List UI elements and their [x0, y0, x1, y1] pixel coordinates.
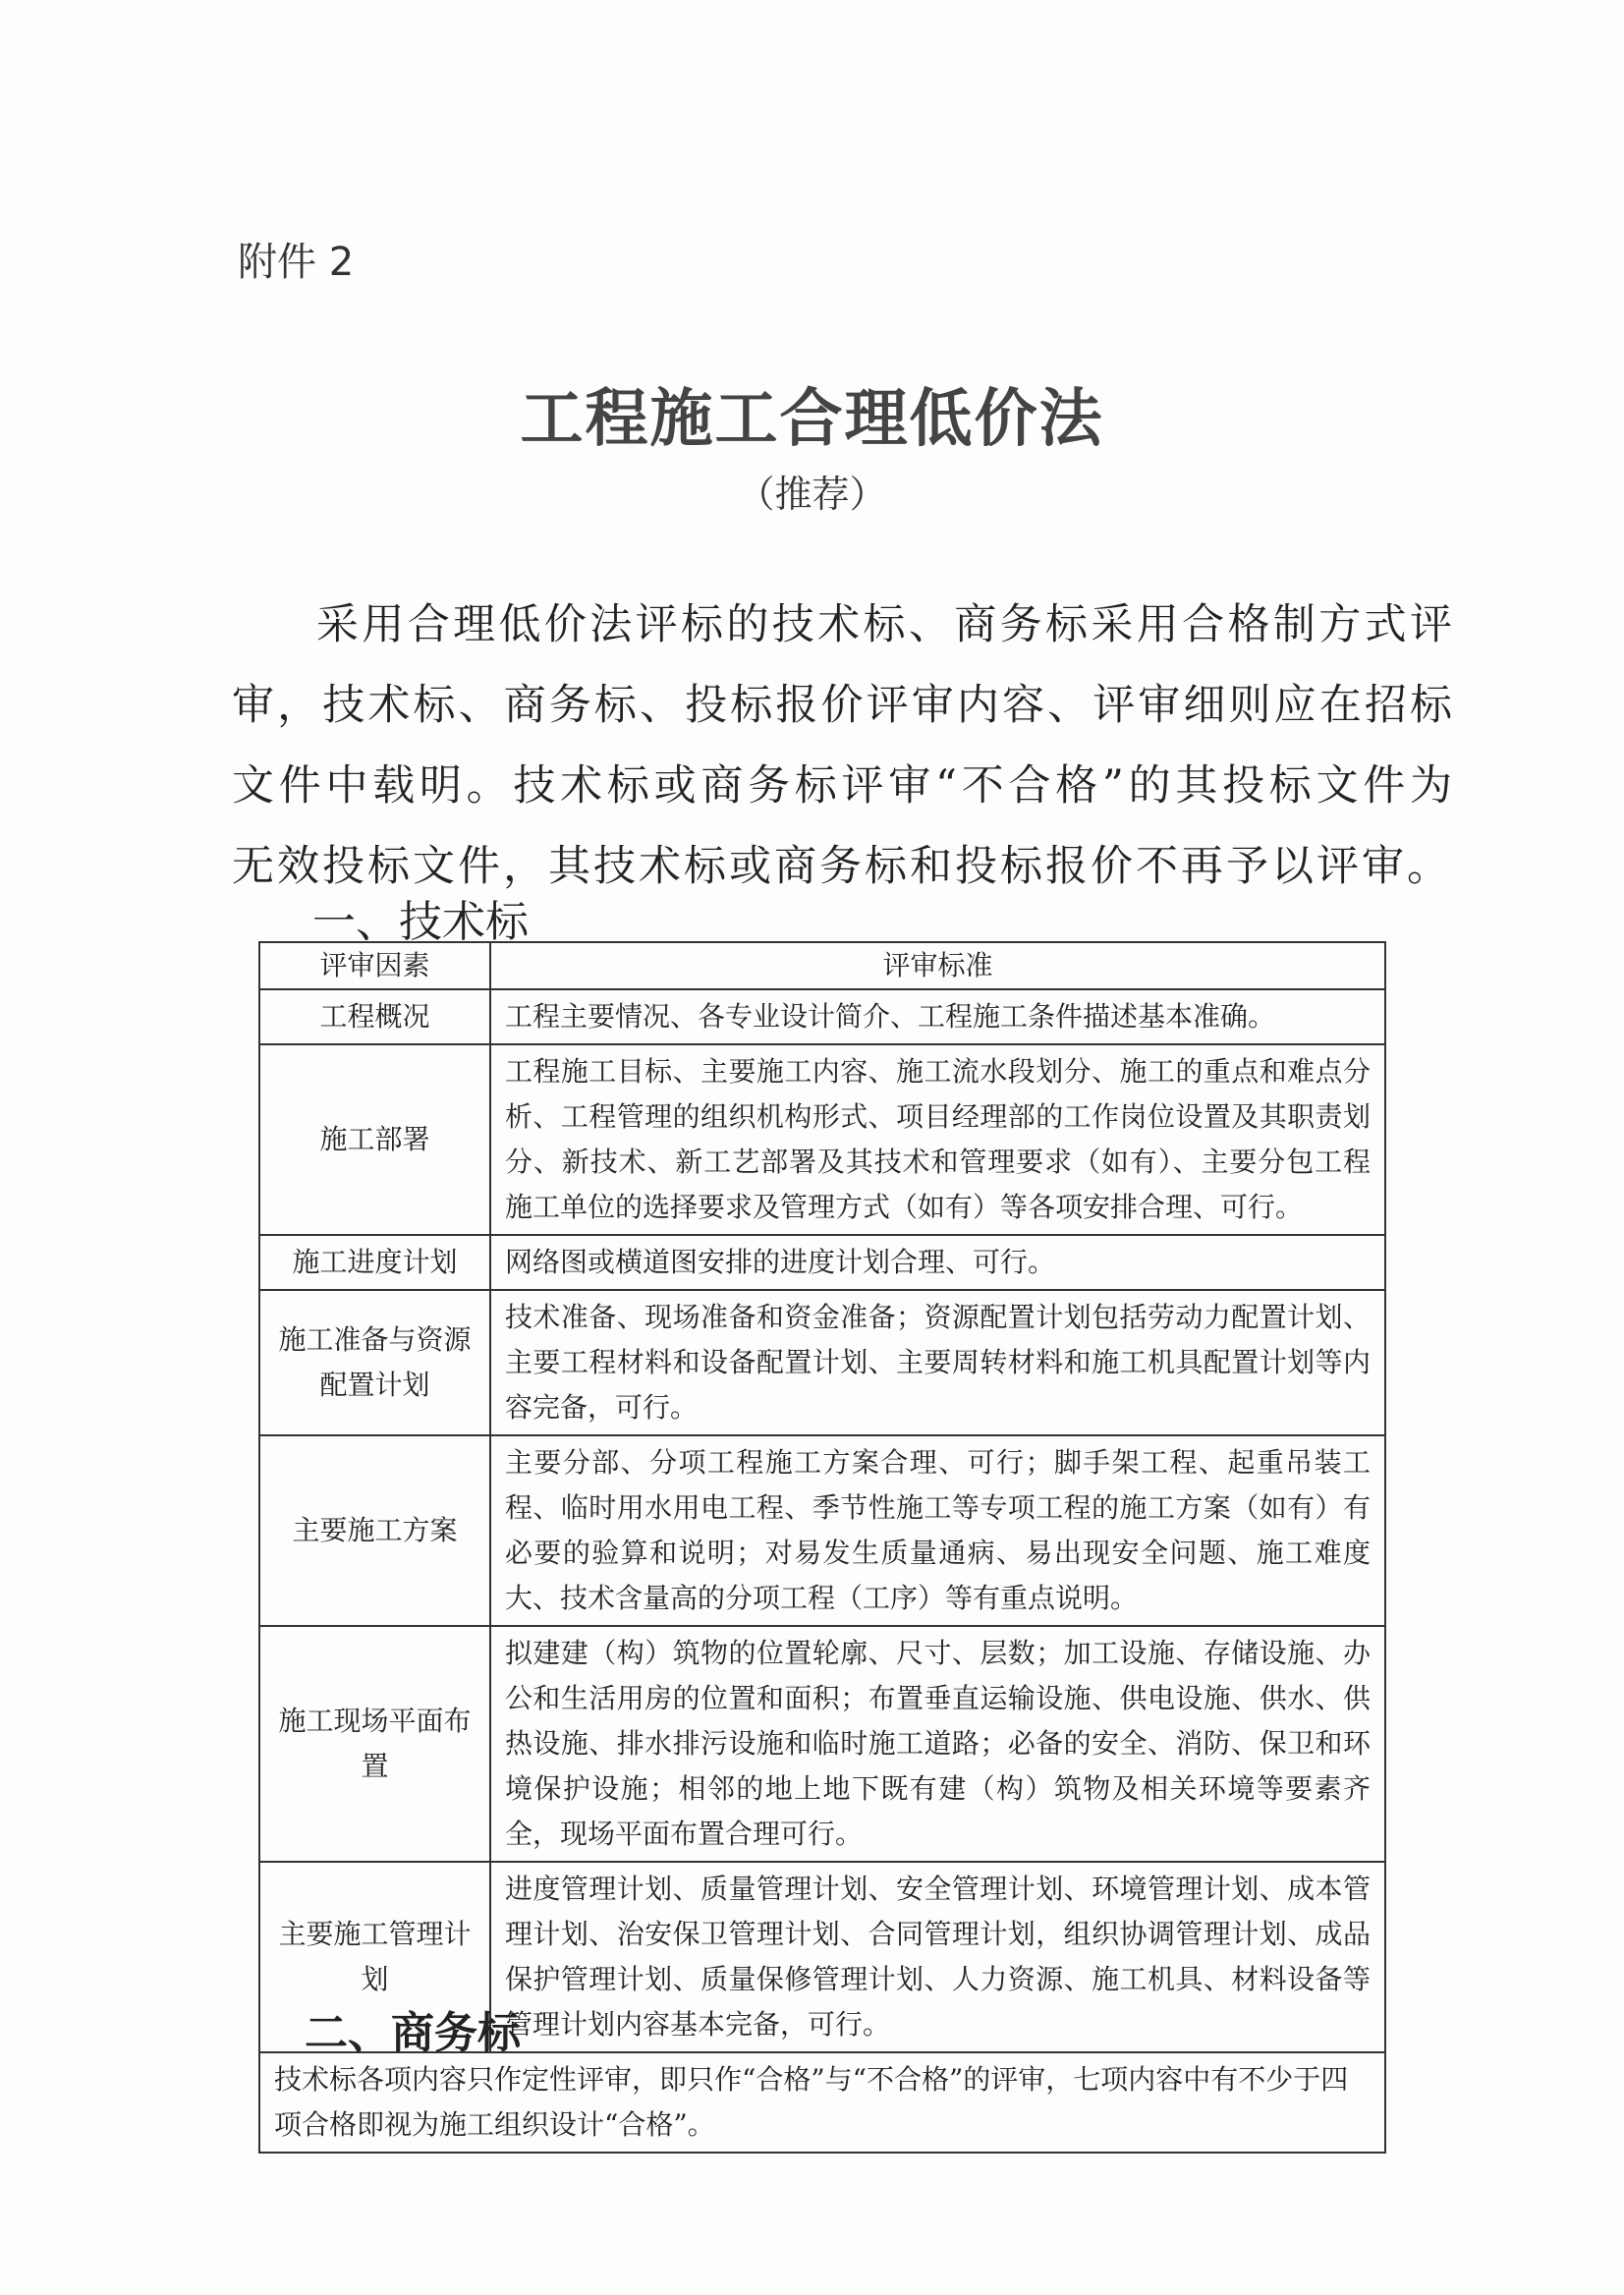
standard-cell: 主要分部、分项工程施工方案合理、可行；脚手架工程、起重吊装工程、临时用水用电工程、季节性施工等专项工程的施工方案（如有）有必要的验算和说明；对易发生质量通病、易出现安全问题、施工难度大、技术含量高的分项工程（工序）等有重点说明。 [490, 1435, 1385, 1626]
evaluation-table [258, 941, 1386, 2154]
document-subtitle: （推荐） [737, 473, 887, 516]
standard-cell: 网络图或横道图安排的进度计划合理、可行。 [490, 1235, 1385, 1290]
factor-cell: 工程概况 [259, 989, 490, 1044]
standard-cell: 工程施工目标、主要施工内容、施工流水段划分、施工的重点和难点分析、工程管理的组织机构形式、项目经理部的工作岗位设置及其职责划分、新技术、新工艺部署及其技术和管理要求（如有）、主要分包工程施工单位的选择要求及管理方式（如有）等各项安排合理、可行。 [490, 1044, 1385, 1235]
table-note-row [259, 2052, 1385, 2153]
document-title: 工程施工合理低价法 [520, 382, 1104, 456]
section-heading-technical: 一、技术标 [312, 897, 529, 947]
factor-cell: 施工进度计划 [259, 1235, 490, 1290]
standard-cell: 技术准备、现场准备和资金准备；资源配置计划包括劳动力配置计划、主要工程材料和设备配置计划、主要周转材料和施工机具配置计划等内容完备，可行。 [490, 1290, 1385, 1435]
header-standard: 评审标准 [490, 942, 1385, 989]
table-row [259, 1435, 1385, 1626]
factor-cell: 主要施工方案 [259, 1435, 490, 1626]
header-factor: 评审因素 [259, 942, 490, 989]
table-row [259, 1044, 1385, 1235]
standard-cell: 进度管理计划、质量管理计划、安全管理计划、环境管理计划、成本管理计划、治安保卫管理计划、合同管理计划，组织协调管理计划、成品保护管理计划、质量保修管理计划、人力资源、施工机具、材料设备等管理计划内容基本完备，可行。 [490, 1862, 1385, 2052]
attachment-label: 附件 2 [238, 240, 355, 285]
table-row [259, 1626, 1385, 1862]
section-heading-business: 二、商务标 [305, 2008, 521, 2058]
factor-cell: 施工准备与资源配置计划 [259, 1290, 490, 1435]
intro-paragraph: 采用合理低价法评标的技术标、商务标采用合格制方式评审，技术标、商务标、投标报价评审内容、评审细则应在招标文件中载明。技术标或商务标评审“不合格”的其投标文件为无效投标文件，其技术标或商务标和投标报价不再予以评审。 [232, 600, 1455, 891]
table-row [259, 1290, 1385, 1435]
factor-cell: 主要施工管理计划 [259, 1862, 490, 2052]
table-note: 技术标各项内容只作定性评审，即只作“合格”与“不合格”的评审，七项内容中有不少于四项合格即视为施工组织设计“合格”。 [259, 2052, 1385, 2153]
factor-cell: 施工部署 [259, 1044, 490, 1235]
standard-cell: 工程主要情况、各专业设计简介、工程施工条件描述基本准确。 [490, 989, 1385, 1044]
standard-cell: 拟建建（构）筑物的位置轮廓、尺寸、层数；加工设施、存储设施、办公和生活用房的位置和面积；布置垂直运输设施、供电设施、供水、供热设施、排水排污设施和临时施工道路；必备的安全、消防、保卫和环境保护设施；相邻的地上地下既有建（构）筑物及相关环境等要素齐全，现场平面布置合理可行。 [490, 1626, 1385, 1862]
table-row [259, 989, 1385, 1044]
factor-cell: 施工现场平面布置 [259, 1626, 490, 1862]
table-header-row [259, 942, 1385, 989]
table-row [259, 1235, 1385, 1290]
